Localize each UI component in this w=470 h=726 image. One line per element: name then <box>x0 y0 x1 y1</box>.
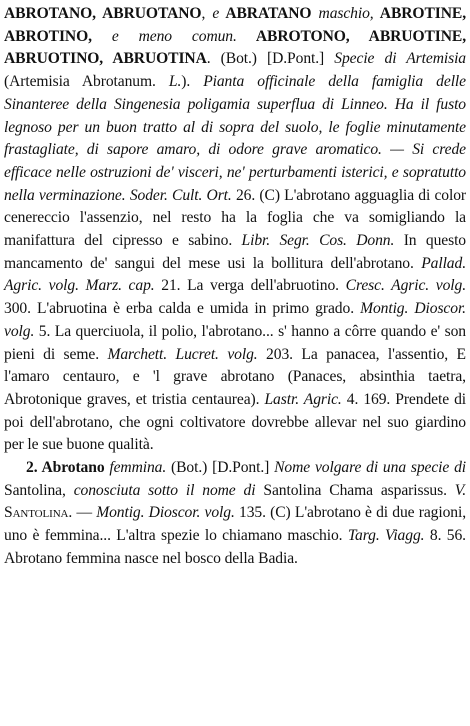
italic-text: Pianta officinale della famiglia delle Sinanteree della Singenesia poligamia superflua di Linneo. Ha il fusto legnoso per un buon tratto al di sopra del suolo, le foglie minutamente frastagliate, di sapore amaro, di odore grave aromatico. — Si crede efficace nelle ostruzioni de' visceri, ne' perturbamenti isterici, e sopratutto nella verminazione. <box>4 73 466 204</box>
dictionary-entry-abrotano <box>4 3 466 457</box>
body-text: 8. 56. Abrotano femmina nasce nel bosco della Badia. <box>4 527 466 567</box>
body-text: 21. La verga dell'abruotino. <box>154 277 346 295</box>
body-text: (Bot.) [D.Pont.] <box>166 459 275 477</box>
dictionary-entry-abrotano-femmina <box>4 457 466 571</box>
italic-text: Soder. Cult. Ort. <box>129 186 232 204</box>
body-text: ). <box>181 73 204 91</box>
headword-text: ABRATANO <box>219 5 319 22</box>
italic-text: Targ. Viagg. <box>347 527 425 545</box>
headword-text: ABROTONO, ABRUOTINE, ABRUOTINO, ABRUOTINA <box>4 27 466 68</box>
italic-text: Montig. Dioscor. volg. <box>4 300 466 340</box>
body-text: 26. (C) L'abrotano agguaglia di color cenereccio l'assenzio, nel resto ha la foglia che va somigliando la manifattura del cipresso e sabino. <box>4 186 467 250</box>
body-text: 5. La querciuola, il polio, l'abrotano... s' hanno a côrre quando e' son pieni di seme. <box>4 322 466 363</box>
body-text: . (Bot.) [D.Pont.] <box>206 50 335 68</box>
italic-text: Marchett. Lucret. volg. <box>107 345 258 363</box>
headword-text: ABROTANO, ABRUOTANO <box>4 5 202 22</box>
body-text: 4. 169. Prendete di poi dell'abrotano, che ogni coltivatore dovrebbe allevar nel suo giardino per le sue buone qualità. <box>4 390 467 454</box>
smallcaps-text: Santolina <box>4 504 69 522</box>
italic-text: conosciuta sotto il nome di <box>73 481 256 499</box>
italic-text: L. <box>168 73 182 91</box>
body-text: In questo mancamento de' sangui del mese usi la bollitura dell'abrotano. <box>4 232 466 272</box>
italic-text: V. <box>454 481 466 499</box>
italic-text: e <box>212 5 220 22</box>
italic-text: Specie di Artemisia <box>334 50 467 68</box>
headword-text: 2. Abrotano <box>26 459 110 477</box>
body-text: Santolina, <box>4 481 74 499</box>
headword-text: ABROTINE, ABROTINO, <box>4 5 466 45</box>
body-text: 203. La panacea, l'assentio, E l'amaro centauro, e 'l grave abrotano (Panaces, absinthia taetra, Abrotonique graves, et tristia centaurea). <box>4 345 466 408</box>
italic-text: Cresc. Agric. volg. <box>345 277 467 295</box>
italic-text: femmina. <box>109 459 167 477</box>
body-text: 300. L'abruotina è erba calda e umida in primo grado. <box>4 300 361 318</box>
italic-text: Lastr. Agric. <box>264 390 342 408</box>
body-text: Santolina Chama asparissus. <box>255 481 455 499</box>
body-text: . — <box>68 504 97 522</box>
italic-text: Montig. Dioscor. volg. <box>96 504 235 522</box>
italic-text: Pallad. Agric. volg. Marz. cap. <box>4 254 466 295</box>
body-text: 135. (C) L'abrotano è di due ragioni, uno è femmina... L'altra spezie lo chiamano maschio. <box>4 504 466 545</box>
italic-text: e meno comun. <box>111 27 237 45</box>
italic-text: Libr. Segr. Cos. Donn. <box>241 232 395 250</box>
italic-text: Nome volgare di una specie di <box>274 459 467 477</box>
body-text: , <box>201 5 213 22</box>
body-text: (Artemisia Abrotanum. <box>4 73 169 91</box>
italic-text: maschio, <box>318 5 374 22</box>
